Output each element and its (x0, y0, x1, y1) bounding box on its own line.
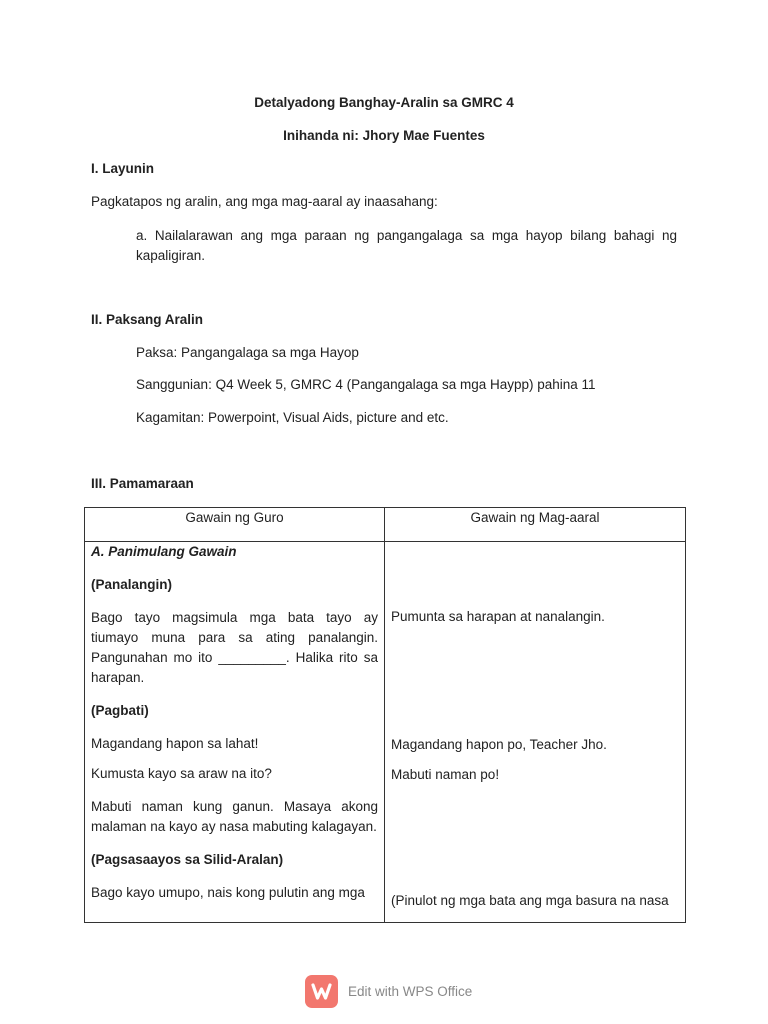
pagbati-guro-3: Mabuti naman kung ganun. Masaya akong malaman na kayo ay nasa mabuting kalagayan. (91, 799, 378, 834)
pagsasaayos-label: (Pagsasaayos sa Silid-Aralan) (91, 852, 284, 867)
guro-cell (85, 542, 385, 923)
pagbati-guro-2: Kumusta kayo sa araw na ito? (91, 766, 272, 781)
wps-edit-link[interactable]: Edit with WPS Office (348, 984, 473, 999)
pagsasaayos-mag-text: (Pinulot ng mga bata ang mga basura na nasa (391, 893, 669, 908)
table-row (85, 542, 686, 923)
pagsasaayos-guro-text: Bago kayo umupo, nais kong pulutin ang mga (91, 885, 365, 900)
wps-logo-icon[interactable] (305, 975, 338, 1008)
sanggunian-line: Sanggunian: Q4 Week 5, GMRC 4 (Pangangalaga sa mga Haypp) pahina 11 (136, 377, 596, 392)
wps-w-glyph (305, 975, 338, 1008)
pagbati-mag-1: Magandang hapon po, Teacher Jho. (391, 737, 607, 752)
section-1-heading: I. Layunin (91, 161, 155, 176)
document-title: Detalyadong Banghay-Aralin sa GMRC 4 (254, 95, 514, 110)
pagbati-mag-2: Mabuti naman po! (391, 767, 500, 782)
objective-intro: Pagkatapos ng aralin, ang mga mag-aaral ay inaasahang: (91, 194, 438, 209)
table-header-row (85, 508, 686, 542)
section-3-heading: III. Pamamaraan (91, 476, 194, 491)
paksa-line: Paksa: Pangangalaga sa mga Hayop (136, 345, 359, 360)
pagbati-label: (Pagbati) (91, 703, 149, 718)
pagbati-guro-1: Magandang hapon sa lahat! (91, 736, 259, 751)
panalangin-label: (Panalangin) (91, 577, 173, 592)
panimula-heading: A. Panimulang Gawain (91, 544, 237, 559)
panalangin-guro-text: Bago tayo magsimula mga bata tayo ay tiumayo muna para sa ating panalangin. Pangunahan mo ito _________. Halika rito sa harapan. (91, 610, 378, 685)
kagamitan-line: Kagamitan: Powerpoint, Visual Aids, picture and etc. (136, 410, 449, 425)
procedure-table (84, 507, 686, 923)
objective-a: a. Nailalarawan ang mga paraan ng pangangalaga sa mga hayop bilang bahagi ng kapaligiran. (136, 228, 677, 263)
panalangin-mag-text: Pumunta sa harapan at nanalangin. (391, 609, 605, 624)
col-header-guro: Gawain ng Guro (85, 508, 385, 542)
col-header-mag-aaral: Gawain ng Mag-aaral (385, 508, 686, 542)
author-line: Inihanda ni: Jhory Mae Fuentes (283, 128, 485, 143)
mag-aaral-cell (385, 542, 686, 923)
section-2-heading: II. Paksang Aralin (91, 312, 204, 327)
